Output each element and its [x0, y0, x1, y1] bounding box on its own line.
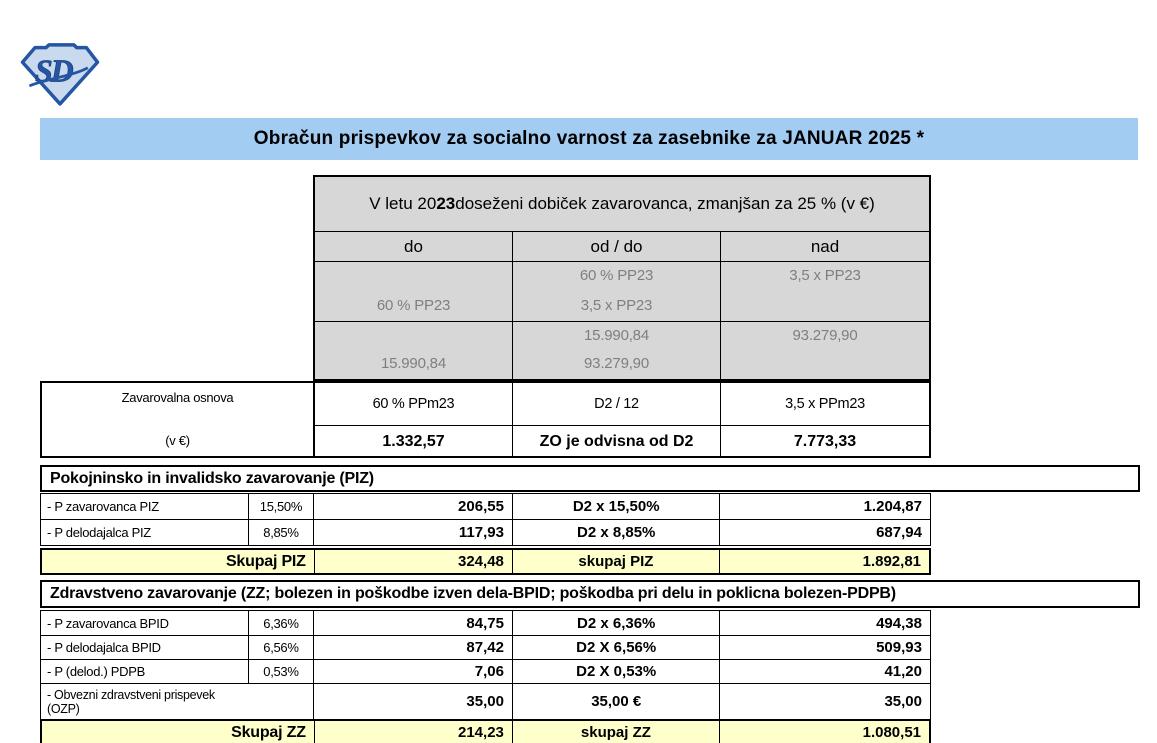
base-formula-col3: 3,5 x PPm23	[720, 383, 929, 425]
table-row	[40, 635, 931, 660]
piz-total-label: Skupaj PIZ	[225, 552, 306, 570]
piz-row1-value2: 1.204,87	[719, 494, 930, 519]
range-columns-row	[315, 232, 929, 262]
piz-row2-formula: D2 x 8,85%	[512, 520, 720, 545]
zz-row1-value2: 494,38	[719, 611, 930, 635]
zz-row2-label: - P delodajalca BPID	[47, 640, 161, 655]
zz-row3-label: - P (delod.) PDPB	[47, 664, 145, 679]
zz-row2-pct: 6,56%	[248, 636, 314, 659]
piz-section-title: Pokojninsko in invalidsko zavarovanje (PIZ)	[50, 469, 374, 487]
base-value-col3: 7.773,33	[720, 426, 929, 457]
range-formula-row	[315, 262, 929, 322]
zz-row1-formula: D2 x 6,36%	[512, 611, 720, 635]
zz-row1-value: 84,75	[313, 611, 512, 635]
zz-row2-value: 87,42	[313, 636, 512, 659]
zz-total-label: Skupaj ZZ	[231, 723, 306, 741]
zz-row3-pct: 0,53%	[248, 660, 314, 683]
zz-total-value2: 1.080,51	[719, 721, 929, 743]
piz-total-row	[40, 548, 931, 575]
table-row	[40, 659, 931, 684]
piz-total-value: 324,48	[314, 550, 512, 573]
formula-od-do	[512, 262, 720, 321]
zz-row2-value2: 509,93	[719, 636, 930, 659]
zz-section-header	[40, 580, 1140, 608]
piz-total-value2: 1.892,81	[719, 550, 929, 573]
zz-total-row	[40, 719, 931, 743]
formula-nad: 3,5 x PP23	[720, 262, 929, 321]
zz-row1-pct: 6,36%	[248, 611, 314, 635]
page-title: Obračun prispevkov za socialno varnost za zasebnike za JANUAR 2025 *	[253, 128, 925, 149]
zz-row1-label: - P zavarovanca BPID	[47, 615, 169, 631]
insurance-base-formula-row	[315, 383, 929, 426]
value-od-do	[512, 322, 720, 379]
range-value-row	[315, 322, 929, 379]
piz-row1-pct: 15,50%	[248, 494, 314, 519]
value-od-do-bottom: 93.279,90	[584, 355, 649, 372]
insurance-base-values-cell	[313, 381, 931, 458]
piz-row1-label: - P zavarovanca PIZ	[47, 499, 159, 514]
sd-logo	[18, 40, 102, 106]
value-od-do-top: 15.990,84	[584, 327, 649, 344]
zz-row2-formula: D2 X 6,56%	[512, 636, 720, 659]
zz-section-title: Zdravstveno zavarovanje (ZZ; bolezen in poškodbe izven dela-BPID; poškodba pri delu in poklicna bolezen-PDPB)	[50, 585, 896, 602]
ozp-label	[41, 684, 313, 719]
formula-do: 60 % PP23	[376, 297, 451, 314]
base-value-col1: 1.332,57	[382, 432, 445, 450]
piz-section-header	[40, 465, 1140, 492]
piz-row1-formula: D2 x 15,50%	[512, 494, 720, 519]
value-do: 15.990,84	[381, 355, 446, 372]
zz-row3-formula: D2 X 0,53%	[512, 660, 720, 683]
insurance-base-value-row	[315, 426, 929, 457]
formula-od-do-top: 60 % PP23	[579, 267, 654, 284]
col-header-od-do: od / do	[512, 232, 720, 261]
piz-row1-value: 206,55	[313, 494, 512, 519]
piz-row2-label: - P delodajalca PIZ	[47, 525, 151, 540]
table-row	[40, 610, 931, 636]
ozp-formula: 35,00 €	[512, 684, 720, 719]
logo-letters: SD	[34, 53, 72, 89]
base-formula-col1: 60 % PPm23	[372, 396, 455, 412]
piz-row2-value2: 687,94	[719, 520, 930, 545]
ozp-row	[40, 683, 931, 720]
col-header-do: do	[404, 236, 423, 256]
profit-header-part3: doseženi dobiček zavarovanca, zmanjšan za 25 % (v €)	[455, 194, 875, 213]
ozp-label-line2: (OZP)	[47, 701, 80, 716]
insurance-base-label: Zavarovalna osnova	[121, 390, 234, 405]
value-nad: 93.279,90	[720, 322, 929, 379]
zz-row3-value2: 41,20	[719, 660, 930, 683]
ozp-value: 35,00	[313, 684, 512, 719]
base-value-col2: ZO je odvisna od D2	[512, 426, 720, 457]
formula-od-do-bottom: 3,5 x PP23	[580, 297, 653, 314]
insurance-base-unit: (v €)	[165, 433, 190, 448]
col-header-nad: nad	[720, 232, 929, 261]
profit-table-header	[315, 177, 929, 232]
table-row	[40, 493, 931, 520]
piz-total-formula: skupaj PIZ	[512, 550, 719, 573]
title-banner	[40, 118, 1138, 160]
ozp-value2: 35,00	[719, 684, 930, 719]
table-row	[40, 519, 931, 546]
profit-header-year-bold: 23	[436, 194, 456, 213]
profit-header-part1: V letu 20	[369, 194, 437, 213]
profit-range-table	[313, 175, 931, 381]
ozp-label-line1: - Obvezni zdravstveni prispevek	[47, 687, 215, 702]
zz-row3-value: 7,06	[313, 660, 512, 683]
zz-total-formula: skupaj ZZ	[512, 721, 719, 743]
base-formula-col2: D2 / 12	[512, 383, 720, 425]
zz-total-value: 214,23	[314, 721, 512, 743]
piz-row2-pct: 8,85%	[248, 520, 314, 545]
insurance-base-label-cell	[40, 381, 315, 458]
piz-row2-value: 117,93	[313, 520, 512, 545]
